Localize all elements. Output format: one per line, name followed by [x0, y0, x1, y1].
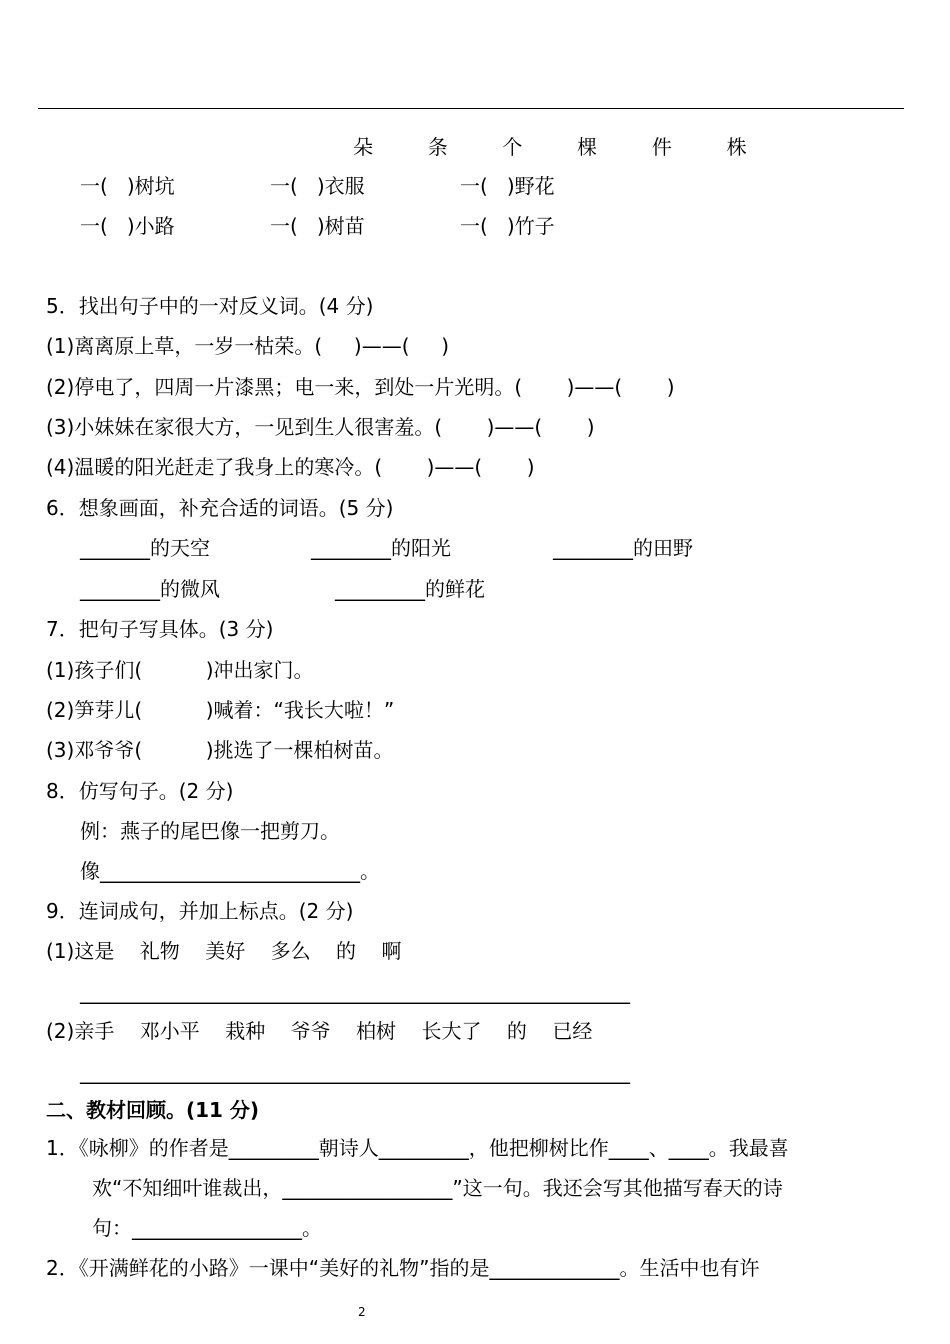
q5-item: (1)离离原上草，一岁一枯荣。( )——( ) — [46, 334, 450, 358]
q7-title: 7．把句子写具体。(3 分) — [46, 617, 274, 641]
mw-item: 一( )树苗 — [270, 214, 365, 238]
mw-item: 一( )野花 — [460, 174, 555, 198]
measure-word-bank: 朵 条 个 棵 件 株 — [353, 135, 761, 159]
q9-item: (1)这是 礼物 美好 多么 的 啊 — [46, 939, 402, 963]
q7-item: (3)邓爷爷( )挑选了一棵柏树苗。 — [46, 738, 394, 762]
section-title: 二、教材回顾。(11 分) — [46, 1098, 260, 1122]
q6-blank: ________的阳光 — [311, 536, 451, 560]
q5-item: (4)温暖的阳光赶走了我身上的寒冷。( )——( ) — [46, 455, 535, 479]
mw-item: 一( )树坑 — [80, 174, 175, 198]
top-rule — [38, 108, 904, 109]
mw-item: 一( )竹子 — [460, 214, 555, 238]
q8-title: 8．仿写句子。(2 分) — [46, 779, 234, 803]
q5-item: (2)停电了，四周一片漆黑；电一来，到处一片光明。( )——( ) — [46, 375, 675, 399]
s2-q1-line: 1．《咏柳》的作者是_________朝诗人_________，他把柳树比作____、____。我最喜 — [46, 1136, 789, 1160]
answer-line: _______________________________________________________ — [80, 980, 630, 1004]
q7-item: (2)笋芽儿( )喊着：“我长大啦！” — [46, 698, 395, 722]
mw-item: 一( )衣服 — [270, 174, 365, 198]
q6-blank: ________的微风 — [80, 577, 220, 601]
q6-blank: _________的鲜花 — [335, 577, 485, 601]
q6-title: 6．想象画面，补充合适的词语。(5 分) — [46, 496, 394, 520]
q9-item: (2)亲手 邓小平 栽种 爷爷 柏树 长大了 的 已经 — [46, 1019, 593, 1043]
mw-item: 一( )小路 — [80, 214, 175, 238]
q6-blank: ________的田野 — [553, 536, 693, 560]
q8-example: 例：燕子的尾巴像一把剪刀。 — [80, 819, 340, 843]
s2-q1-line: 句：_________________。 — [92, 1216, 322, 1240]
q9-title: 9．连词成句，并加上标点。(2 分) — [46, 899, 354, 923]
q5-title: 5．找出句子中的一对反义词。(4 分) — [46, 294, 374, 318]
q6-blank: _______的天空 — [80, 536, 210, 560]
s2-q2-line: 2．《开满鲜花的小路》一课中“美好的礼物”指的是_____________。生活中也有许 — [46, 1256, 760, 1280]
answer-line: _______________________________________________________ — [80, 1060, 630, 1084]
q8-blank: 像__________________________。 — [80, 859, 380, 883]
q5-item: (3)小妹妹在家很大方，一见到生人很害羞。( )——( ) — [46, 415, 595, 439]
s2-q1-line: 欢“不知细叶谁裁出，_________________”这一句。我还会写其他描写春天的诗 — [92, 1176, 783, 1200]
q7-item: (1)孩子们( )冲出家门。 — [46, 658, 314, 682]
page-number: 2 — [358, 1305, 366, 1319]
